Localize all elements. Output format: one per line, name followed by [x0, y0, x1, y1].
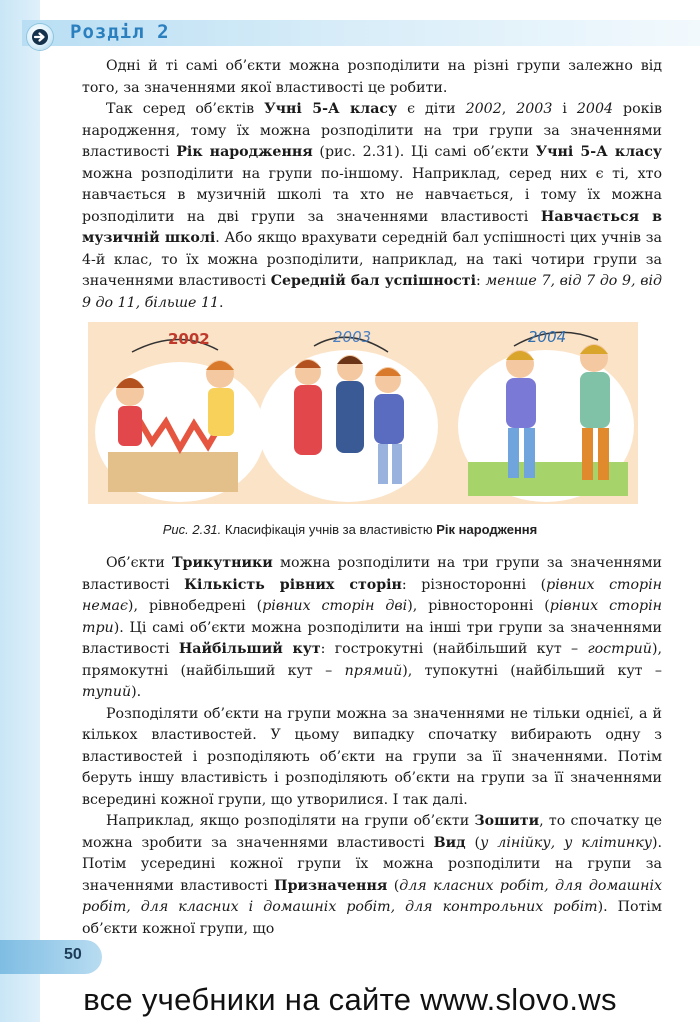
section-title: Розділ 2	[70, 21, 170, 43]
figure-caption: Рис. 2.31. Класифікація учнів за властивістю Рік народження	[162, 522, 538, 537]
year-label-2003: 2003	[333, 328, 372, 346]
figure-students-by-year	[88, 322, 638, 504]
text-block-bottom	[82, 553, 662, 940]
paragraph-triangles: Об’єкти Трикутники можна розподілити на три групи за значеннями властивості Кількість рівних сторін: різносторонні (рівних сторін немає), рівнобедрені (рівних сторін дві), рівносторонні (рівних сторін три). Ці самі об’єкти можна розподілити на інші три групи за значеннями властивості Найбільший кут: гострокутні (найбільший кут – гострий), прямокутні (найбільший кут – прямий), тупокутні (найбільший кут – тупий).	[82, 555, 663, 700]
paragraph-students: Так серед об’єктів Учні 5-А класу є діти 2002, 2003 і 2004 років народження, тому їх можна розподілити на три групи за значеннями властивості Рік народження (рис. 2.31). Ці самі об’єкти Учні 5-А класу можна розподілити на групи по-іншому. Наприклад, серед них є ті, хто навчається в музичній школі та хто не навчається, і тому їх можна розподілити на дві групи за значеннями властивості Навчається в музичній школі. Або якщо врахувати середній бал успішності цих учнів за 4-й клас, то їх можна розподілити, наприклад, на такі чотири групи за значеннями властивості Середній бал успішності: менше 7, від 7 до 9, від 9 до 11, більше 11.	[82, 101, 663, 311]
left-margin-band	[0, 0, 40, 1022]
page-number-tab	[0, 940, 102, 974]
footer-watermark-text: все учебники на сайте www.slovo.ws	[83, 982, 617, 1017]
paragraph-intro: Одні й ті самі об’єкти можна розподілити на різні групи залежно від того, за значеннями якої властивості це робити.	[82, 58, 662, 96]
section-arrow-icon	[27, 24, 53, 50]
text-block-top	[82, 56, 662, 314]
page-number: 50	[64, 946, 82, 963]
paragraph-notebooks: Наприклад, якщо розподіляти на групи об’єкти Зошити, то спочатку це можна зробити за значеннями властивості Вид (у лінійку, у клітинку). Потім усередині кожної групи їх можна розподілити на групи за значеннями властивості Призначення (для класних робіт, для домашніх робіт, для класних і домашніх робіт, для контрольних робіт). Потім об’єкти кожної групи, що	[82, 813, 663, 937]
year-label-2002: 2002	[168, 330, 210, 348]
paragraph-multiple-properties: Розподіляти об’єкти на групи можна за значеннями не тільки однієї, а й кількох властивостей. У цьому випадку спочатку вибирають одну з властивостей і розподіляють об’єкти на групи за її значеннями. Потім беруть іншу властивість і розподіляють об’єкти на групи за її значеннями всередині кожної групи, що утворилися. І так далі.	[82, 705, 662, 808]
year-label-2004: 2004	[528, 328, 567, 346]
